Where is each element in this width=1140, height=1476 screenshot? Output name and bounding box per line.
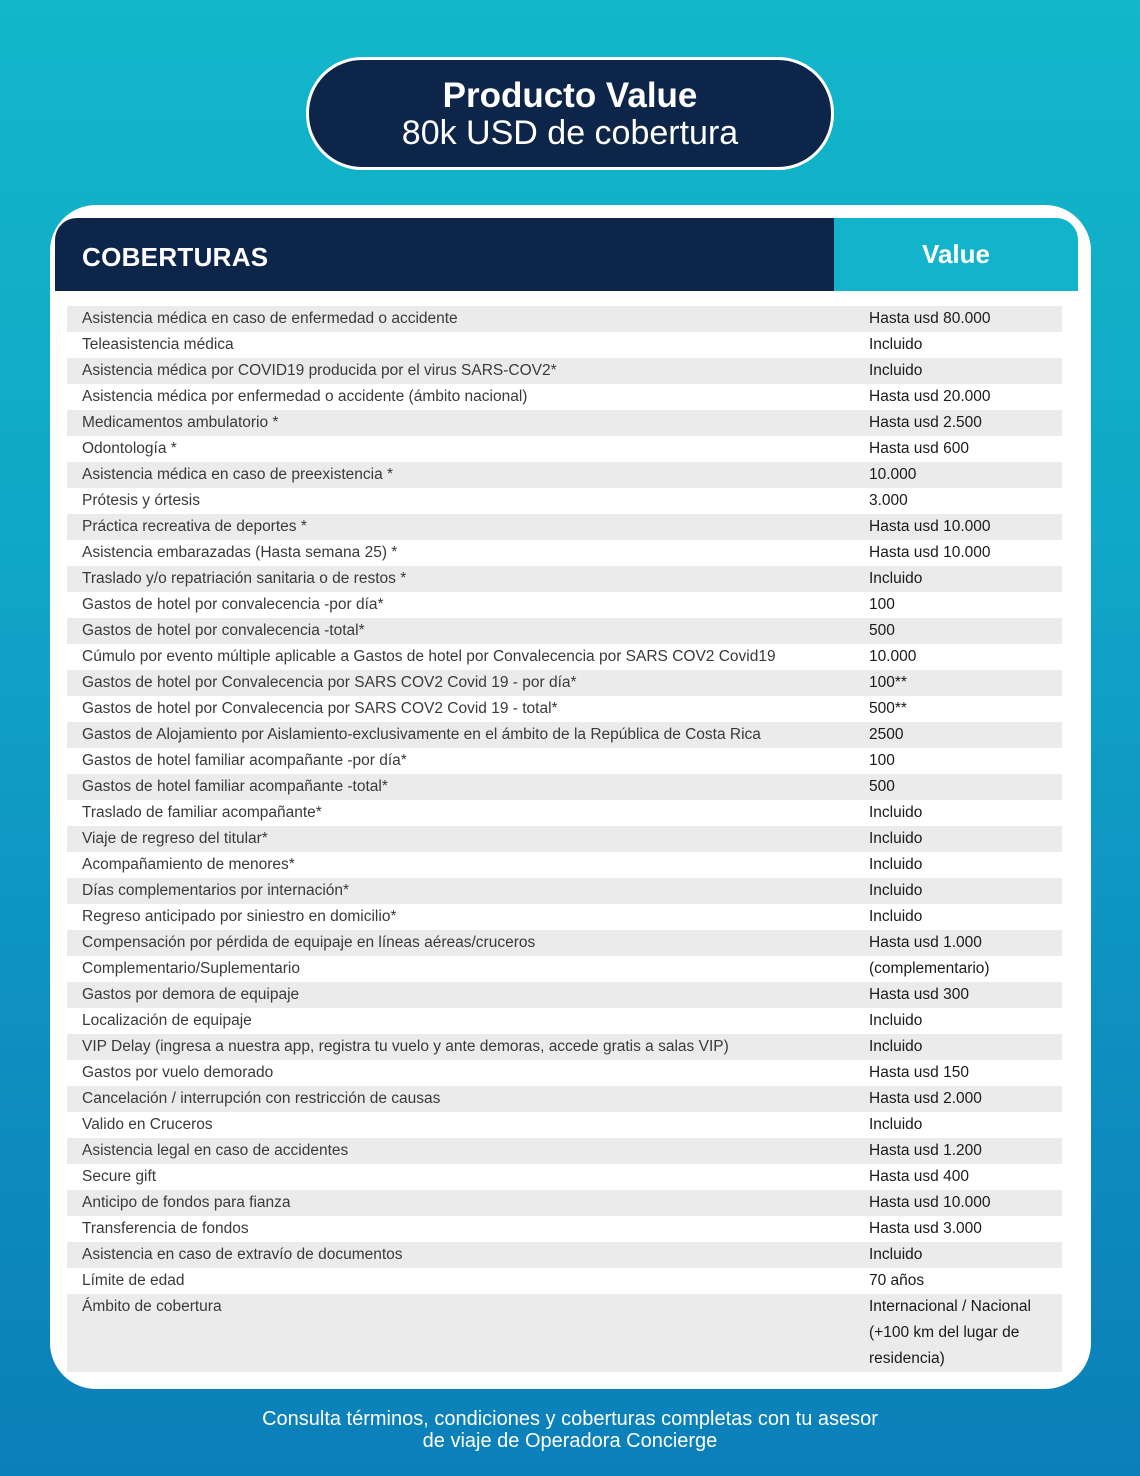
table-row: [67, 1268, 1062, 1294]
coverage-label: Práctica recreativa de deportes *: [82, 518, 307, 535]
coverage-label: Asistencia embarazadas (Hasta semana 25) *: [82, 544, 398, 561]
coverage-value: Incluido: [869, 570, 923, 587]
coverage-value: (complementario): [869, 960, 990, 977]
coverage-value: Incluido: [869, 1038, 923, 1055]
coverage-label: Transferencia de fondos: [82, 1220, 249, 1237]
table-row: [67, 462, 1062, 488]
coverage-label: Asistencia médica en caso de preexistencia *: [82, 466, 394, 483]
column-header-value-label: Value: [922, 239, 990, 269]
coverage-value: Hasta usd 2.500: [869, 414, 982, 431]
table-row: [67, 878, 1062, 904]
coverage-label: Asistencia médica por enfermedad o accidente (ámbito nacional): [82, 388, 528, 405]
coverage-label: Gastos de Alojamiento por Aislamiento-exclusivamente en el ámbito de la República de Costa Rica: [82, 726, 761, 743]
table-row: [67, 514, 1062, 540]
coverage-value: Incluido: [869, 362, 923, 379]
coverage-value: Incluido: [869, 830, 923, 847]
column-header-coverage: [55, 218, 834, 291]
coverage-label: Localización de equipaje: [82, 1012, 252, 1029]
table-row: [67, 1034, 1062, 1060]
table-row: [67, 1164, 1062, 1190]
coverage-label: Anticipo de fondos para fianza: [82, 1194, 291, 1211]
coverage-value: 10.000: [869, 648, 917, 665]
coverage-value: Incluido: [869, 1246, 923, 1263]
table-row: [67, 540, 1062, 566]
coverage-value: 70 años: [869, 1272, 925, 1289]
table-row: [67, 696, 1062, 722]
coverage-value: Hasta usd 300: [869, 986, 969, 1003]
coverage-label: Traslado y/o repatriación sanitaria o de restos *: [82, 570, 407, 587]
coverage-value: 500**: [869, 700, 907, 717]
coverage-label: Compensación por pérdida de equipaje en líneas aéreas/cruceros: [82, 934, 536, 951]
footer-line-2: de viaje de Operadora Concierge: [422, 1430, 718, 1452]
coverage-value: Hasta usd 10.000: [869, 1194, 991, 1211]
coverage-label: Traslado de familiar acompañante*: [82, 804, 322, 821]
coverage-label: Gastos de hotel por Convalecencia por SARS COV2 Covid 19 - total*: [82, 700, 558, 717]
coverage-label: Gastos de hotel por convalecencia -total*: [82, 622, 365, 639]
page-subtitle: 80k USD de cobertura: [401, 114, 739, 152]
table-row: [67, 826, 1062, 852]
table-row: [67, 592, 1062, 618]
table-row: [67, 748, 1062, 774]
coverage-value: 2500: [869, 726, 904, 743]
coverage-label: Gastos de hotel familiar acompañante -total*: [82, 778, 388, 795]
coverage-value: Incluido: [869, 1012, 923, 1029]
table-row: [67, 644, 1062, 670]
table-row: [67, 1190, 1062, 1216]
coverage-label: Asistencia médica en caso de enfermedad o accidente: [82, 310, 458, 327]
table-row: [67, 1138, 1062, 1164]
table-row: [67, 852, 1062, 878]
footer-line-1: Consulta términos, condiciones y coberturas completas con tu asesor: [262, 1408, 878, 1430]
coverage-label: Regreso anticipado por siniestro en domicilio*: [82, 908, 397, 925]
table-row: [67, 1216, 1062, 1242]
coverage-value: 100: [869, 752, 895, 769]
coverage-label: Gastos de hotel por Convalecencia por SARS COV2 Covid 19 - por día*: [82, 674, 577, 691]
table-row: [67, 1294, 1062, 1372]
coverage-value: Incluido: [869, 1116, 923, 1133]
coverage-label: Días complementarios por internación*: [82, 882, 350, 899]
table-row: [67, 332, 1062, 358]
table-row: [67, 306, 1062, 332]
coverage-label: Gastos de hotel familiar acompañante -por día*: [82, 752, 407, 769]
coverage-label: Gastos de hotel por convalecencia -por día*: [82, 596, 384, 613]
coverage-value: 3.000: [869, 492, 908, 509]
title-pill: [306, 57, 834, 170]
coverage-label: Gastos por demora de equipaje: [82, 986, 300, 1003]
coverage-value: 10.000: [869, 466, 917, 483]
table-row: [67, 982, 1062, 1008]
coverage-value: Incluido: [869, 804, 923, 821]
coverage-value: Hasta usd 400: [869, 1168, 969, 1185]
table-row: [67, 722, 1062, 748]
table-row: [67, 956, 1062, 982]
coverage-label: Secure gift: [82, 1168, 157, 1185]
page-title: Producto Value: [442, 76, 698, 115]
coverage-value: Hasta usd 80.000: [869, 310, 991, 327]
coverage-value: Hasta usd 1.200: [869, 1142, 982, 1159]
table-row: [67, 436, 1062, 462]
coverage-value: Hasta usd 150: [869, 1064, 969, 1081]
table-row: [67, 1086, 1062, 1112]
coverage-value: Incluido: [869, 856, 923, 873]
coverage-value: 500: [869, 622, 895, 639]
table-row: [67, 1242, 1062, 1268]
coverage-value: Incluido: [869, 336, 923, 353]
table-row: [67, 1008, 1062, 1034]
column-header-value: [834, 218, 1078, 291]
coverage-value: Hasta usd 10.000: [869, 518, 991, 535]
table-row: [67, 670, 1062, 696]
table-row: [67, 384, 1062, 410]
coverage-label: Teleasistencia médica: [82, 336, 234, 353]
table-row: [67, 618, 1062, 644]
table-row: [67, 1060, 1062, 1086]
coverage-label: Odontología *: [82, 440, 177, 457]
table-row: [67, 488, 1062, 514]
coverage-label: Asistencia médica por COVID19 producida por el virus SARS-COV2*: [82, 362, 557, 379]
coverage-label: Medicamentos ambulatorio *: [82, 414, 279, 431]
table-row: [67, 774, 1062, 800]
coverage-label: Asistencia legal en caso de accidentes: [82, 1142, 349, 1159]
coverage-value: Internacional / Nacional (+100 km del lugar de residencia): [869, 1298, 1031, 1367]
table-row: [67, 410, 1062, 436]
coverage-value: Hasta usd 600: [869, 440, 969, 457]
coverage-value: Hasta usd 2.000: [869, 1090, 982, 1107]
coverage-value: Hasta usd 20.000: [869, 388, 991, 405]
coverage-value: Incluido: [869, 882, 923, 899]
coverage-value: 100: [869, 596, 895, 613]
column-header-coverage-label: COBERTURAS: [82, 242, 269, 272]
coverage-label: Viaje de regreso del titular*: [82, 830, 268, 847]
table-row: [67, 800, 1062, 826]
coverage-label: Asistencia en caso de extravío de documentos: [82, 1246, 403, 1263]
table-row: [67, 930, 1062, 956]
coverage-label: Ámbito de cobertura: [82, 1298, 222, 1315]
coverage-value: Hasta usd 10.000: [869, 544, 991, 561]
table-row: [67, 904, 1062, 930]
table-row: [67, 566, 1062, 592]
coverage-label: Acompañamiento de menores*: [82, 856, 295, 873]
coverage-label: Prótesis y órtesis: [82, 492, 201, 509]
coverage-value: 100**: [869, 674, 907, 691]
coverage-value: Hasta usd 1.000: [869, 934, 982, 951]
coverage-label: Cancelación / interrupción con restricción de causas: [82, 1090, 441, 1107]
coverage-label: Límite de edad: [82, 1272, 185, 1289]
coverage-label: Complementario/Suplementario: [82, 960, 300, 977]
table-row: [67, 1112, 1062, 1138]
coverage-label: Valido en Cruceros: [82, 1116, 213, 1133]
footer-note: [0, 1408, 1140, 1452]
coverage-value: Hasta usd 3.000: [869, 1220, 982, 1237]
coverage-value: Incluido: [869, 908, 923, 925]
coverage-value: 500: [869, 778, 895, 795]
coverage-label: Cúmulo por evento múltiple aplicable a Gastos de hotel por Convalecencia por SARS COV2 Covid19: [82, 648, 776, 665]
coverage-label: VIP Delay (ingresa a nuestra app, registra tu vuelo y ante demoras, accede gratis a salas VIP): [82, 1038, 729, 1055]
coverage-table: [67, 306, 1062, 1372]
coverage-label: Gastos por vuelo demorado: [82, 1064, 274, 1081]
table-row: [67, 358, 1062, 384]
